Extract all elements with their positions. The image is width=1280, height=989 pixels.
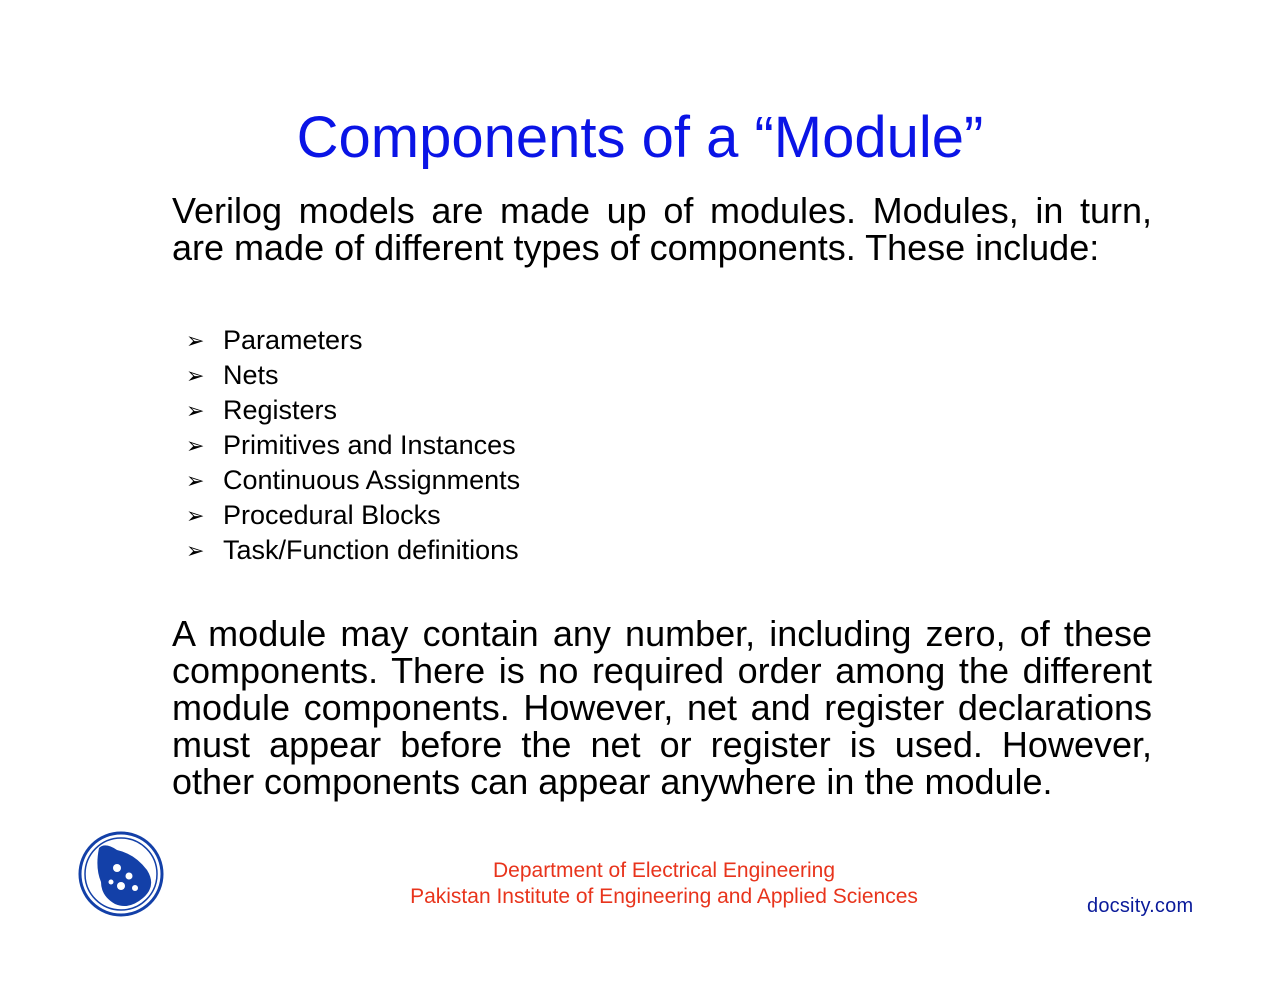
list-item bbox=[186, 498, 520, 533]
list-item-label: Continuous Assignments bbox=[223, 465, 521, 495]
component-list bbox=[186, 323, 520, 568]
list-item-label: Task/Function definitions bbox=[223, 535, 519, 565]
list-item bbox=[186, 463, 520, 498]
docsity-watermark: docsity.com bbox=[1087, 895, 1194, 917]
list-item-label: Procedural Blocks bbox=[223, 500, 441, 530]
list-item-label: Registers bbox=[223, 395, 338, 425]
list-item bbox=[186, 428, 520, 463]
list-item bbox=[186, 358, 520, 393]
list-item-label: Primitives and Instances bbox=[223, 430, 516, 460]
list-item-label: Nets bbox=[223, 360, 279, 390]
arrow-bullet-icon: ➢ bbox=[186, 432, 205, 458]
arrow-bullet-icon: ➢ bbox=[186, 467, 205, 493]
arrow-bullet-icon: ➢ bbox=[186, 327, 205, 353]
list-item bbox=[186, 323, 520, 358]
footer-department: Department of Electrical Engineering bbox=[492, 859, 835, 882]
footer-institute: Pakistan Institute of Engineering and Applied Sciences bbox=[410, 885, 918, 908]
arrow-bullet-icon: ➢ bbox=[186, 397, 205, 423]
list-item-label: Parameters bbox=[223, 325, 363, 355]
slide-title: Components of a “Module” bbox=[296, 105, 984, 170]
list-item bbox=[186, 393, 520, 428]
arrow-bullet-icon: ➢ bbox=[186, 362, 205, 388]
body-paragraph: A module may contain any number, including zero, of these components. There is no required order among the different module components. However, net and register declarations must appear before the net or register is used. However, other components can appear anywhere in the module. bbox=[172, 613, 1152, 802]
list-item bbox=[186, 533, 520, 568]
arrow-bullet-icon: ➢ bbox=[186, 537, 205, 563]
intro-paragraph: Verilog models are made up of modules. Modules, in turn, are made of different types of components. These include: bbox=[172, 190, 1152, 268]
arrow-bullet-icon: ➢ bbox=[186, 502, 205, 528]
